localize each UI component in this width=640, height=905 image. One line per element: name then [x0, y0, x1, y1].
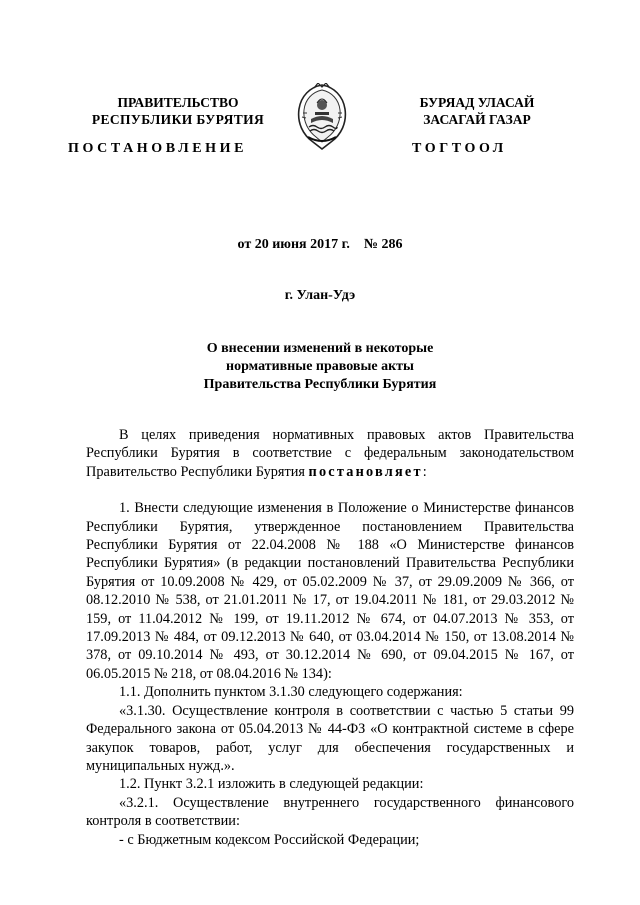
title-line2: нормативные правовые акты [226, 359, 414, 374]
issuer-russian-line2: РЕСПУБЛИКИ БУРЯТИЯ [91, 112, 265, 127]
paragraph-1-2: 1.2. Пункт 3.2.1 изложить в следующей редакции: [119, 776, 424, 793]
paragraph-3-1-30: «3.1.30. Осуществление контроля в соответствии с частью 5 статьи 99 Федерального закона от 05.04.2013 № 44-ФЗ «О контрактной системе в сфере закупок товаров, работ, услуг для обеспечения государственных и муниципальных нужд.». [86, 702, 574, 774]
paragraph-3-2-1: «3.2.1. Осуществление внутреннего государственного финансового контроля в соответствии: [86, 794, 574, 830]
issuer-russian [78, 94, 278, 128]
title-line1: О внесении изменений в некоторые [206, 341, 434, 356]
preamble-end: : [422, 463, 427, 480]
issuer-buryat-line1: БУРЯАД УЛАСАЙ [419, 95, 535, 110]
document-title [0, 340, 640, 394]
document-city: г. Улан-Удэ [284, 288, 356, 303]
preamble-text: В целях приведения нормативных правовых актов Правительства Республики Бурятия в соответствие с федеральным законодательством Правительство Республики Бурятия [86, 427, 574, 480]
issuer-buryat [382, 94, 572, 128]
document-body [86, 426, 574, 849]
preamble-keyword: постановляет [308, 463, 423, 480]
document-type-buryat: ТОГТООЛ [412, 141, 507, 156]
preamble-paragraph [86, 426, 574, 481]
issuer-russian-line1: ПРАВИТЕЛЬСТВО [117, 95, 239, 110]
document-date-number: от 20 июня 2017 г. № 286 [237, 237, 403, 252]
issuer-buryat-line2: ЗАСАГАЙ ГАЗАР [423, 112, 531, 127]
paragraph-1-1: 1.1. Дополнить пунктом 3.1.30 следующего содержания: [119, 684, 463, 701]
paragraph-budget-code: - с Бюджетным кодексом Российской Федерации; [119, 831, 420, 848]
coat-of-arms-icon [294, 83, 350, 153]
title-line3: Правительства Республики Бурятия [203, 377, 437, 392]
document-type-russian: ПОСТАНОВЛЕНИЕ [68, 141, 248, 156]
paragraph-1: 1. Внести следующие изменения в Положение о Министерстве финансов Республики Бурятия, утвержденное постановлением Правительства Республики Бурятия от 22.04.2008 № 188 «О Министерстве финансов Республики Бурятия» (в редакции постановлений Правительства Республики Бурятия от 10.09.2008 № 429, от 05.02.2009 № 37, от 29.09.2009 № 366, от 08.12.2010 № 538, от 21.01.2011 № 17, от 19.04.2011 № 181, от 29.03.2012 № 159, от 11.04.2012 № 199, от 19.11.2012 № 674, от 04.07.2013 № 353, от 17.09.2013 № 484, от 09.12.2013 № 640, от 03.04.2014 № 150, от 13.08.2014 № 378, от 09.10.2014 № 493, от 30.12.2014 № 690, от 09.04.2015 № 167, от 06.05.2015 № 218, от 08.04.2016 № 134): [86, 500, 574, 682]
